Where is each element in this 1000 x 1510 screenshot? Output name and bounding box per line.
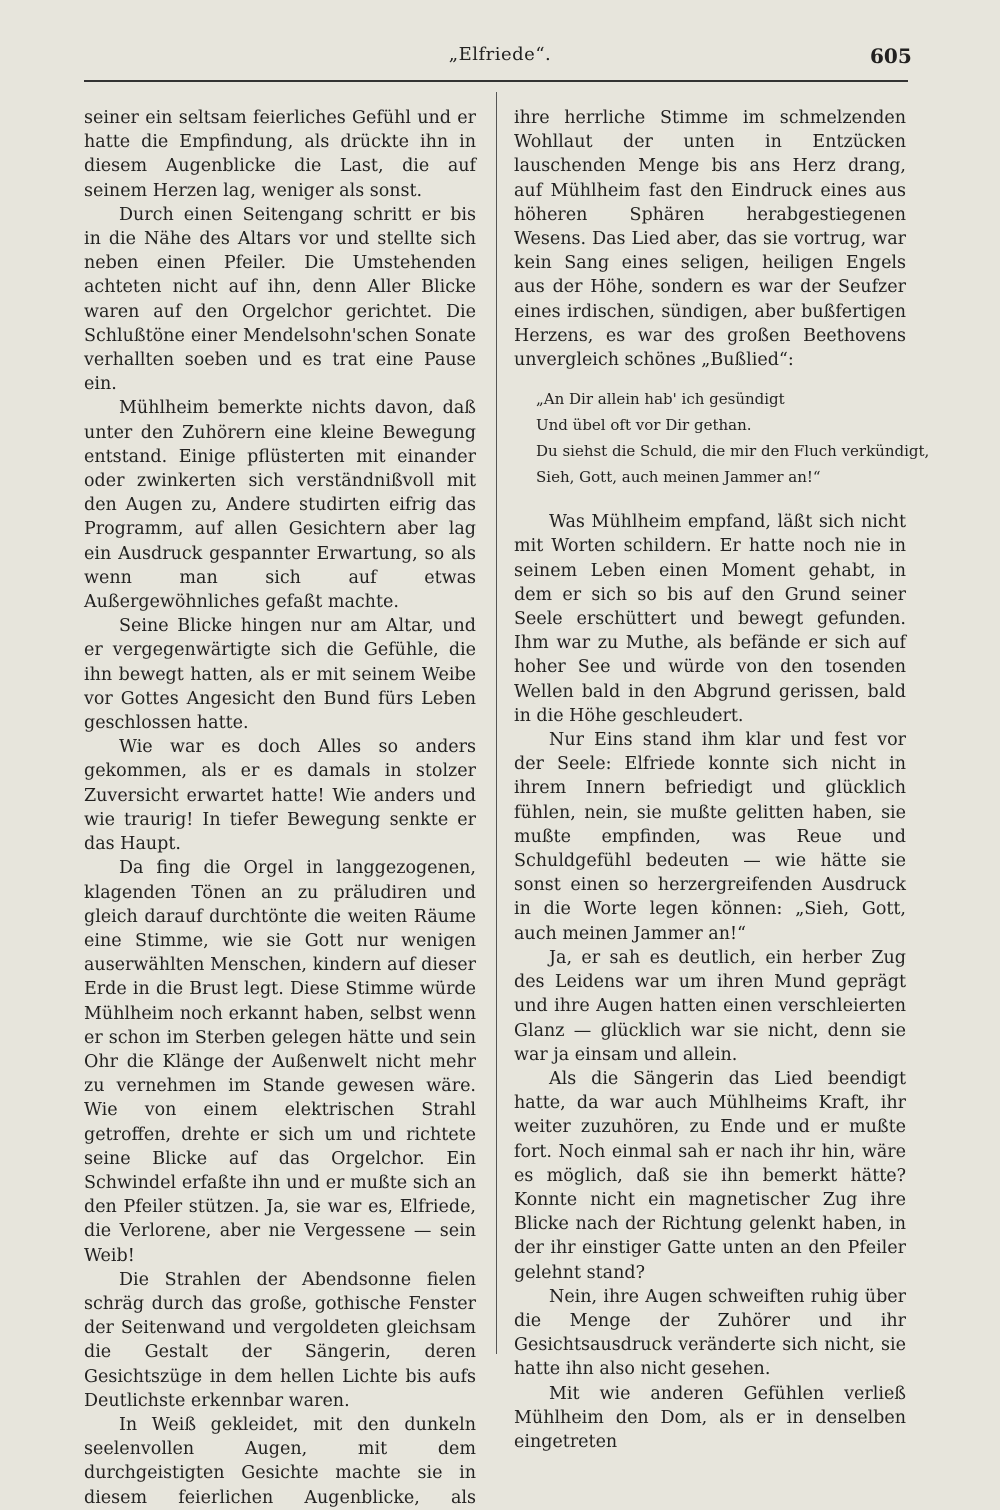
paragraph: Wie war es doch Alles so anders gekommen, als er es damals in stolzer Zuversicht erwartet hatte! Wie anders und wie traurig! In tiefer Bewegung senkte er das Haupt. xyxy=(84,737,476,855)
header-rule xyxy=(84,80,908,82)
paragraph: Nur Eins stand ihm klar und fest vor der Seele: Elfriede konnte sich nicht in ihrem Innern befriedigt und glücklich fühlen, nein, sie mußte gelitten haben, sie mußte empfinden, was Reue und Schuldgefühl bedeuten — wie hätte sie sonst einen so herzergreifenden Ausdruck in die Worte legen können: „Sieh, Gott, auch meinen Jammer an!“ xyxy=(514,730,906,944)
paragraph: In Weiß gekleidet, mit den dunkeln seelenvollen Augen, mit dem durchgeistigten Gesichte machte sie in diesem feierlichen Augenblicke, als xyxy=(84,1414,476,1508)
paragraph: Seine Blicke hingen nur am Altar, und er vergegenwärtigte sich die Gefühle, die ihn bewegt hatten, als er mit seinem Weibe vor Gottes Angesicht den Bund fürs Leben geschlossen hatte. xyxy=(84,616,476,734)
page-number: 605 xyxy=(870,44,912,68)
running-title: „Elfriede“. xyxy=(448,44,552,65)
paragraph: Die Strahlen der Abendsonne fielen schräg durch das große, gothische Fenster der Seitenwand und vergoldeten gleichsam die Gestalt der Sängerin, deren Gesichtszüge in dem hellen Lichte bis aufs Deutlichste erkennbar waren. xyxy=(84,1269,476,1411)
paragraph: Mit wie anderen Gefühlen verließ Mühlheim den Dom, als er in denselben eingetreten xyxy=(514,1383,906,1452)
right-column xyxy=(514,106,930,1454)
paragraph: Als die Sängerin das Lied beendigt hatte, da war auch Mühlheims Kraft, ihr weiter zuzuhören, zu Ende und er mußte fort. Noch einmal sah er nach ihr hin, wäre es möglich, daß sie ihn bemerkt hätte? Konnte nicht ein magnetischer Zug ihre Blicke nach der Richtung gelenkt haben, in der ihr einstiger Gatte unten an den Pfeiler gelehnt stand? xyxy=(514,1068,906,1283)
left-column xyxy=(84,106,476,1510)
poem-line: „An Dir allein hab' ich gesündigt xyxy=(536,390,785,409)
paragraph: Ja, er sah es deutlich, ein herber Zug des Leidens war um ihren Mund geprägt und ihre Augen hatten einen verschleierten Glanz — glücklich war sie nicht, denn sie war ja einsam und allein. xyxy=(514,947,906,1065)
paragraph: Was Mühlheim empfand, läßt sich nicht mit Worten schildern. Er hatte noch nie in seinem Leben einen Moment gehabt, in dem er sich so bis auf den Grund seiner Seele erschüttert und bewegt gefunden. Ihm war zu Muthe, als befände er sich auf hoher See und würde von den tosenden Wellen bald in den Abgrund gerissen, bald in die Höhe geschleudert. xyxy=(514,512,906,726)
paragraph: Nein, ihre Augen schweiften ruhig über die Menge der Zuhörer und ihr Gesichtsausdruck veränderte sich nicht, sie hatte ihn also nicht gesehen. xyxy=(514,1286,906,1380)
paragraph: Da fing die Orgel in langgezogenen, klagenden Tönen an zu präludiren und gleich darauf durchtönte die weiten Räume eine Stimme, wie sie Gott nur wenigen auserwählten Menschen, kindern auf dieser Erde in die Brust legt. Diese Stimme würde Mühlheim noch erkannt haben, selbst wenn er schon im Sterben gelegen hätte und sein Ohr die Klänge der Außenwelt nicht mehr zu vernehmen im Stande gewesen wäre. Wie von einem elektrischen Strahl getroffen, drehte er sich um und richtete seine Blicke auf das Orgelchor. Ein Schwindel erfaßte ihn und er mußte sich an den Pfeiler stützen. Ja, sie war es, Elfriede, die Verlorene, aber nie Vergessene — sein Weib! xyxy=(84,858,476,1266)
poem-line: Du siehst die Schuld, die mir den Fluch verkündigt, xyxy=(536,442,930,461)
paragraph: ihre herrliche Stimme im schmelzenden Wohllaut der unten in Entzücken lauschenden Menge bis ans Herz drang, auf Mühlheim fast den Eindruck eines aus höheren Sphären herabgestiegenen Wesens. Das Lied aber, das sie vortrug, war kein Sang eines seligen, heiligen Engels aus der Höhe, sondern es war der Seufzer eines irdischen, sündigen, aber bußfertigen Herzens, es war des großen Beethovens unvergleich schönes „Bußlied“: xyxy=(514,108,906,371)
paragraph: Mühlheim bemerkte nichts davon, daß unter den Zuhörern eine kleine Bewegung entstand. Einige pflüsterten mit einander oder zwinkerten sich verständnißvoll mit den Augen zu, Andere studirten eifrig das Programm, auf allen Gesichtern aber lag ein Ausdruck gespannter Erwartung, so als wenn man sich auf etwas Außergewöhnliches gefaßt machte. xyxy=(84,398,476,613)
poem-quote xyxy=(514,386,930,490)
paragraph: seiner ein seltsam feierliches Gefühl und er hatte die Empfindung, als drückte ihn in diesem Augenblicke die Last, die auf seinem Herzen lag, weniger als sonst. xyxy=(84,108,476,201)
paragraph: Durch einen Seitengang schritt er bis in die Nähe des Altars vor und stellte sich neben einen Pfeiler. Die Umstehenden achteten nicht auf ihn, denn Aller Blicke waren auf den Orgelchor gerichtet. Die Schlußtöne einer Mendelsohn'schen Sonate verhallten soeben und es trat eine Pause ein. xyxy=(84,204,476,395)
column-divider xyxy=(496,92,497,1354)
poem-line: Sieh, Gott, auch meinen Jammer an!“ xyxy=(536,468,821,487)
poem-line: Und übel oft vor Dir gethan. xyxy=(536,416,752,435)
